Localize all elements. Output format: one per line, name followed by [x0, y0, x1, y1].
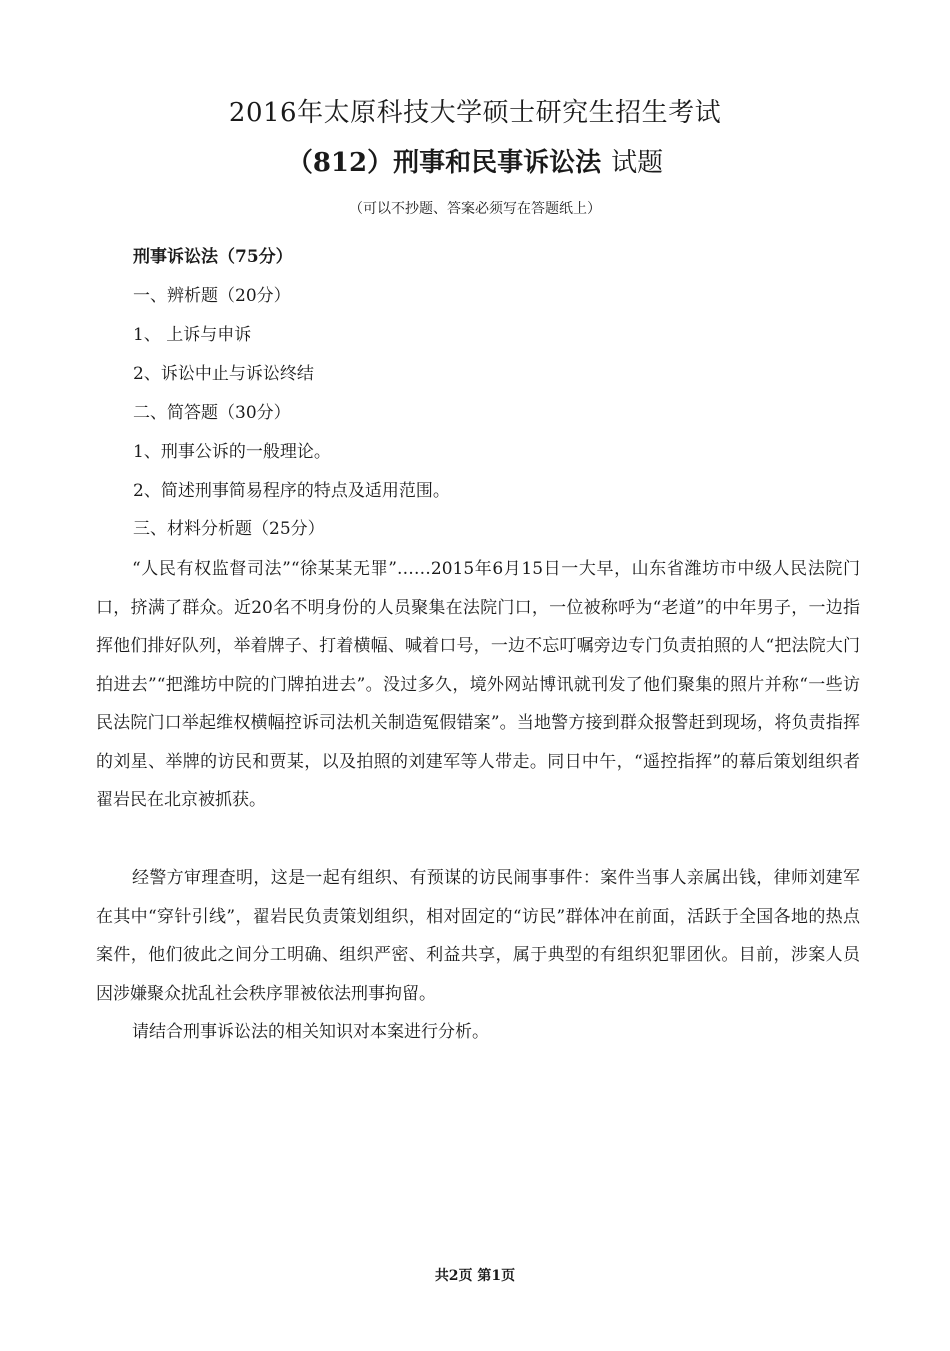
exam-title: 2016年太原科技大学硕士研究生招生考试	[228, 98, 722, 128]
subject-name: （812）刑事和民事诉讼法	[286, 148, 602, 178]
question-3-heading: 三、材料分析题（25分）	[133, 519, 325, 539]
question-2-heading: 二、简答题（30分）	[133, 403, 291, 423]
part-title: 刑事诉讼法（75分）	[133, 247, 293, 267]
subtitle-suffix: 试题	[611, 148, 664, 178]
question-1-heading: 一、辨析题（20分）	[133, 286, 291, 306]
material-paragraph-1: “人民有权监督司法”“徐某某无罪”……2015年6月15日一大早，山东省潍坊市中级人民法院门口，挤满了群众。近20名不明身份的人员聚集在法院门口，一位被称呼为“老道”的中年男子，一边指挥他们排好队列，举着牌子、打着横幅、喊着口号，一边不忘叮嘱旁边专门负责拍照的人“把法院大门拍进去”“把潍坊中院的门牌拍进去”。没过多久，境外网站博讯就刊发了他们聚集的照片并称“一些访民法院门口举起维权横幅控诉司法机关制造冤假错案”。当地警方接到群众报警赶到现场，将负责指挥的刘星、举牌的访民和贾某，以及拍照的刘建军等人带走。同日中午，“遥控指挥”的幕后策划组织者翟岩民在北京被抓获。	[96, 559, 860, 810]
page-number: 共2页 第1页	[434, 1268, 516, 1284]
exam-subtitle	[0, 142, 950, 179]
material-paragraph-2: 经警方审理查明，这是一起有组织、有预谋的访民闹事事件：案件当事人亲属出钱，律师刘建军在其中“穿针引线”，翟岩民负责策划组织，相对固定的“访民”群体冲在前面，活跃于全国各地的热点案件，他们彼此之间分工明确、组织严密、利益共享，属于典型的有组织犯罪团伙。目前，涉案人员因涉嫌聚众扰乱社会秩序罪被依法刑事拘留。	[96, 868, 860, 1004]
answer-instruction: （可以不抄题、答案必须写在答题纸上）	[349, 201, 601, 217]
question-2-item-2: 2、简述刑事简易程序的特点及适用范围。	[133, 481, 450, 501]
question-1-item-2: 2、诉讼中止与诉讼终结	[133, 364, 314, 384]
question-2-item-1: 1、刑事公诉的一般理论。	[133, 442, 331, 462]
question-1-item-1: 1、 上诉与申诉	[133, 325, 252, 345]
material-paragraph-3: 请结合刑事诉讼法的相关知识对本案进行分析。	[132, 1022, 489, 1042]
